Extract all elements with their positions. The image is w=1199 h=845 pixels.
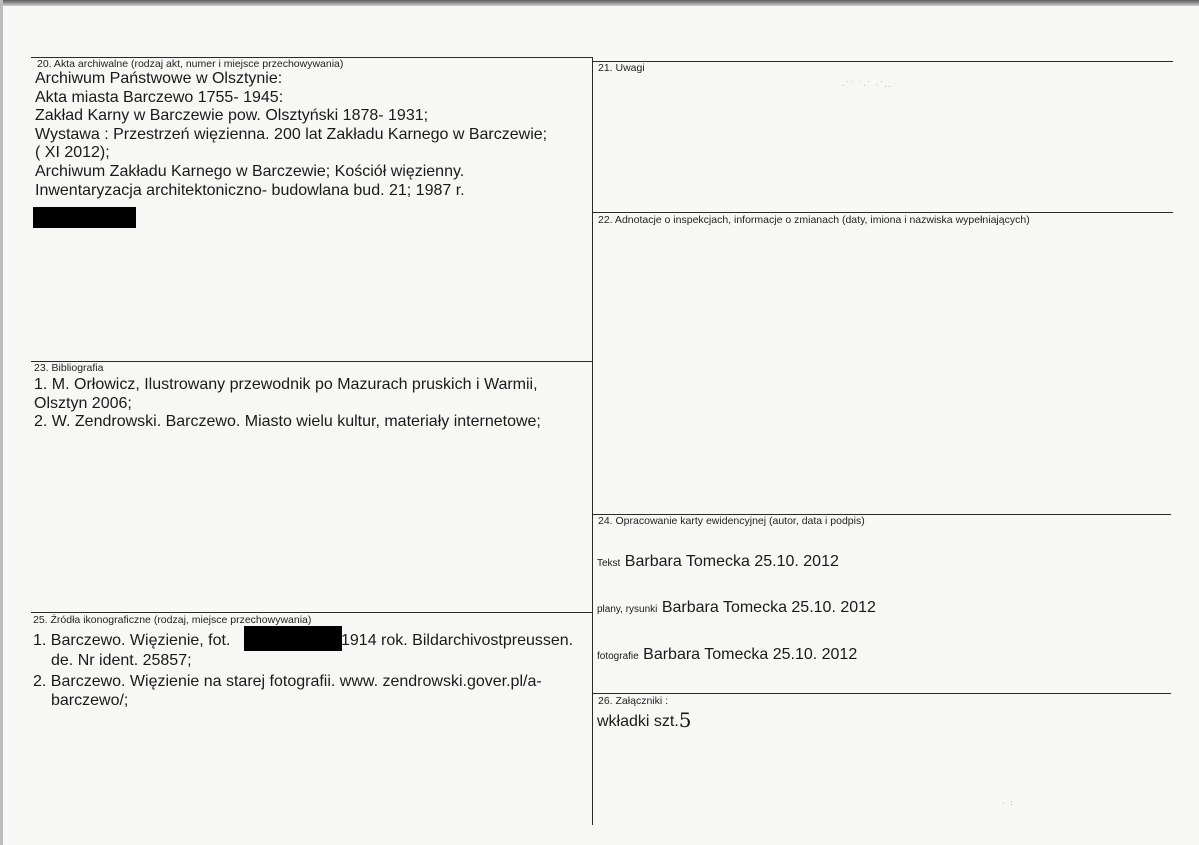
redaction-box <box>33 207 136 228</box>
author-row-value: Barbara Tomecka 25.10. 2012 <box>661 599 876 616</box>
scan-top-edge <box>0 0 1199 6</box>
section-20-line: ( XI 2012); <box>35 144 110 162</box>
scan-speck: · : <box>1002 800 1015 807</box>
author-row-drawings <box>597 599 876 617</box>
rule-23-25 <box>31 612 593 613</box>
section-22-label: 22. Adnotacje o inspekcjach, informacje o zmianach (daty, imiona i nazwiska wypełniających) <box>598 214 1030 226</box>
scan-speck: ·˙˙ ˙·˙ ·˙.. <box>842 82 893 89</box>
rule-top-right <box>593 61 1173 62</box>
section-23-line: 2. W. Zendrowski. Barczewo. Miasto wielu kultur, materiały internetowe; <box>34 413 541 431</box>
rule-24-26 <box>593 693 1171 694</box>
section-20-line: Archiwum Zakładu Karnego w Barczewie; Kościół więzienny. <box>35 162 465 180</box>
section-20-line: Zakład Karny w Barczewie pow. Olsztyński 1878- 1931; <box>35 107 429 125</box>
section-20-line: Archiwum Państwowe w Olsztynie: <box>35 70 283 87</box>
author-row-value: Barbara Tomecka 25.10. 2012 <box>624 553 839 570</box>
section-20-text <box>35 70 547 200</box>
rule-20-23 <box>31 361 593 362</box>
attachments-count: 5 <box>678 708 692 732</box>
section-23-label: 23. Bibliografia <box>34 362 104 374</box>
rule-21-22 <box>593 212 1173 213</box>
section-20-line: Wystawa : Przestrzeń więzienna. 200 lat Zakładu Karnego w Barczewie; <box>35 125 548 143</box>
scan-left-edge <box>0 0 3 845</box>
section-25-label: 25. Źródła ikonograficzne (rodzaj, miejsce przechowywania) <box>33 614 312 626</box>
author-row-text <box>597 553 839 571</box>
section-24-label: 24. Opracowanie karty ewidencyjnej (autor, data i podpis) <box>598 515 865 527</box>
author-row-key: Tekst <box>597 558 621 569</box>
section-25-line-2a: 2. Barczewo. Więzienie na starej fotografii. www. zendrowski.gover.pl/a- <box>33 673 542 690</box>
section-20-line: Inwentaryzacja architektoniczno- budowlana bud. 21; 1987 r. <box>35 181 465 199</box>
section-20-line: Akta miasta Barczewo 1755- 1945: <box>35 88 284 106</box>
attachments-text: wkładki szt. <box>597 713 679 730</box>
rule-middle <box>592 57 593 825</box>
section-26-label: 26. Załączniki : <box>598 695 669 707</box>
section-25-line-2b: barczewo/; <box>51 692 129 709</box>
section-26-text <box>597 710 692 732</box>
section-23-line: 1. M. Orłowicz, Ilustrowany przewodnik po Mazurach pruskich i Warmii, <box>34 376 538 393</box>
section-23-text <box>34 376 541 432</box>
section-25-line-1a: 1. Barczewo. Więzienie, fot. <box>33 632 231 649</box>
section-21-label: 21. Uwagi <box>598 62 645 74</box>
author-row-key: fotografie <box>597 651 639 662</box>
section-25-line-1c: de. Nr ident. 25857; <box>51 652 192 669</box>
section-20-label: 20. Akta archiwalne (rodzaj akt, numer i miejsce przechowywania) <box>37 58 344 70</box>
author-row-value: Barbara Tomecka 25.10. 2012 <box>643 646 858 663</box>
section-23-line: Olsztyn 2006; <box>34 394 132 412</box>
section-25-line-1b: 1914 rok. Bildarchivostpreussen. <box>341 632 574 649</box>
author-row-photos <box>597 646 857 664</box>
author-row-key: plany, rysunki <box>597 604 658 615</box>
redaction-box <box>244 626 342 651</box>
